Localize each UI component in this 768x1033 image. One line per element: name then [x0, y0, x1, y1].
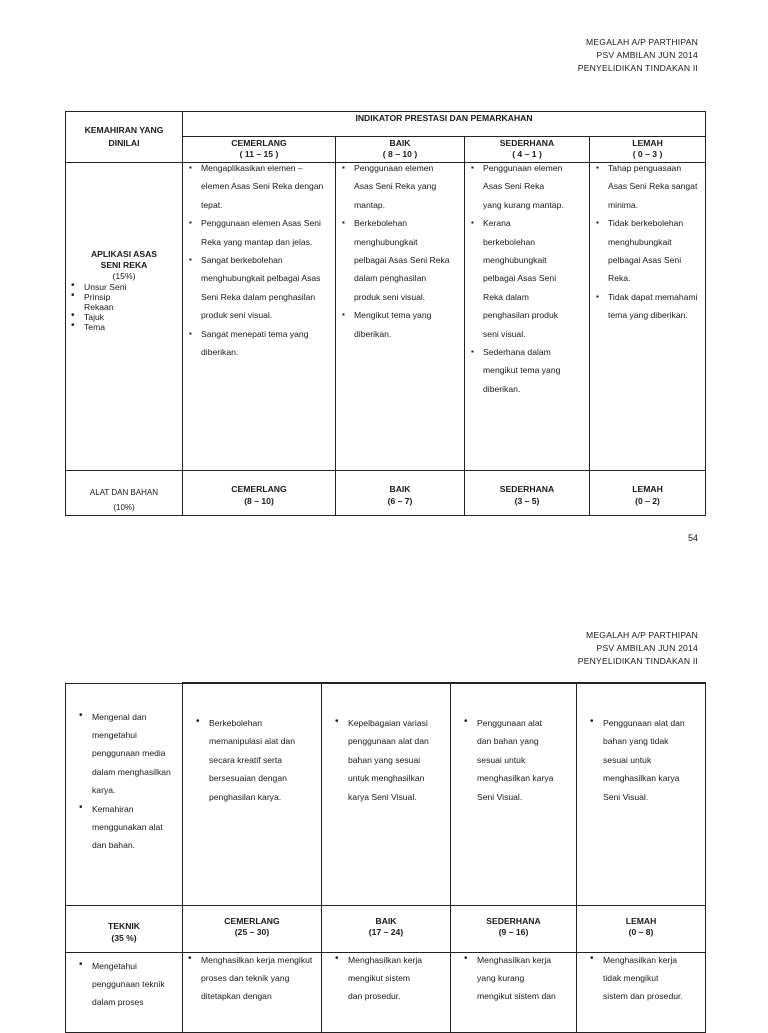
alat-level-baik: BAIK (6 – 7)	[336, 471, 465, 516]
list-item: ▪ Sangat menepati tema yang diberikan.	[183, 325, 329, 362]
list-item: ▪ Sederhana dalam mengikut tema yang diberikan.	[465, 343, 565, 398]
baik-criteria	[336, 163, 465, 471]
rubric-table-1	[65, 111, 706, 516]
skill-title: APLIKASI ASAS SENI REKA	[90, 249, 158, 270]
teknik-lemah-cell	[577, 952, 706, 1032]
list-item: ▪ Mengikut tema yang diberikan.	[336, 306, 450, 343]
teknik-level-cemerlang: CEMERLANG (25 – 30)	[183, 905, 322, 952]
header-course: PSV AMBILAN JUN 2014	[596, 643, 698, 653]
alat-baik-cell	[322, 683, 451, 905]
rubric-table-2	[65, 682, 706, 1033]
teknik-skill-cell	[66, 952, 183, 1032]
list-item: • Kemahiran menggunakan alat dan bahan.	[74, 800, 176, 855]
list-item: ▪ Mengaplikasikan elemen – elemen Asas Seni Reka dengan tepat.	[183, 159, 329, 214]
page-header	[578, 36, 698, 75]
list-item: ▪ Penggunaan elemen Asas Seni Reka yang kurang mantap.	[465, 159, 565, 214]
list-item: • Mengenal dan mengetahui penggunaan media dalam menghasilkan karya.	[74, 708, 176, 800]
header-author: MEGALAH A/P PARTHIPAN	[586, 630, 698, 640]
skill-weight: (15%)	[112, 271, 136, 281]
level-header-lemah: LEMAH ( 0 – 3 )	[590, 137, 706, 163]
alat-level-lemah: LEMAH (0 – 2)	[590, 471, 706, 516]
cemerlang-criteria	[183, 163, 336, 471]
list-item: • Menghasilkan kerja yang kurang mengikut sistem dan	[459, 951, 556, 1006]
list-item: • Berkebolehan memanipulasi alat dan secara kreatif serta bersesuaian dengan penghasilan karya.	[191, 714, 315, 806]
header-author: MEGALAH A/P PARTHIPAN	[586, 37, 698, 47]
list-item: ▪ Penggunaan elemen Asas Seni Reka yang mantap.	[336, 159, 450, 214]
header-subject: PENYELIDIKAN TINDAKAN II	[577, 656, 698, 666]
alat-cemerlang-cell	[183, 683, 322, 905]
teknik-sederhana-cell	[451, 952, 577, 1032]
list-item: ▪ Berkebolehan menghubungkait pelbagai Asas Seni Reka dalam penghasilan produk seni visual.	[336, 214, 450, 306]
header-subject: PENYELIDIKAN TINDAKAN II	[577, 63, 698, 73]
list-item: • Penggunaan alat dan bahan yang sesuai untuk menghasilkan karya Seni Visual.	[459, 714, 556, 806]
list-item: • Kepelbagaian variasi penggunaan alat dan bahan yang sesuai untuk menghasilkan karya Seni Visual.	[330, 714, 430, 806]
alat-bahan-label: ALAT DAN BAHAN (10%)	[66, 471, 183, 516]
list-item: • Menghasilkan kerja mengikut proses dan teknik yang ditetapkan dengan	[183, 951, 321, 1006]
header-course: PSV AMBILAN JUN 2014	[596, 50, 698, 60]
indicator-title: INDIKATOR PRESTASI DAN PEMARKAHAN	[183, 112, 706, 137]
teknik-level-sederhana: SEDERHANA (9 – 16)	[451, 905, 577, 952]
level-header-cemerlang: CEMERLANG ( 11 – 15 )	[183, 137, 336, 163]
list-item: ▪ Sangat berkebolehan menghubungkait pelbagai Asas Seni Reka dalam penghasilan produk seni visual.	[183, 251, 329, 325]
lemah-criteria	[590, 163, 706, 471]
page-number: 54	[687, 533, 698, 543]
list-item: ▪ Tidak berkebolehan menghubungkait pelbagai Asas Seni Reka.	[590, 214, 701, 288]
alat-skill-cell	[66, 683, 183, 905]
list-item: • Penggunaan alat dan bahan yang tidak sesuai untuk menghasilkan karya Seni Visual.	[585, 714, 687, 806]
list-item: • Menghasilkan kerja mengikut sistem dan prosedur.	[330, 951, 426, 1006]
teknik-level-baik: BAIK (17 – 24)	[322, 905, 451, 952]
level-header-sederhana: SEDERHANA ( 4 – 1 )	[465, 137, 590, 163]
sederhana-criteria	[465, 163, 590, 471]
list-item: ▪ Tidak dapat memahami tema yang diberikan.	[590, 288, 701, 325]
skill-aplikasi-cell	[66, 163, 183, 471]
level-header-baik: BAIK ( 8 – 10 )	[336, 137, 465, 163]
list-item: ▪ Penggunaan elemen Asas Seni Reka yang mantap dan jelas.	[183, 214, 329, 251]
skill-column-header: KEMAHIRAN YANG DINILAI	[66, 112, 183, 163]
page-header-2	[578, 629, 698, 668]
teknik-cemerlang-cell	[183, 952, 322, 1032]
list-item: • Prinsip Rekaan	[66, 292, 142, 312]
teknik-baik-cell	[322, 952, 451, 1032]
alat-level-sederhana: SEDERHANA (3 – 5)	[465, 471, 590, 516]
skill-items	[66, 282, 182, 332]
list-item: • Tajuk	[66, 312, 142, 322]
list-item: • Unsur Seni	[66, 282, 142, 292]
teknik-label: TEKNIK (35 %)	[66, 905, 183, 952]
alat-sederhana-cell	[451, 683, 577, 905]
list-item: • Mengetahui penggunaan teknik dalam proses	[74, 957, 168, 1012]
alat-lemah-cell	[577, 683, 706, 905]
list-item: ▪ Tahap penguasaan Asas Seni Reka sangat minima.	[590, 159, 701, 214]
teknik-level-lemah: LEMAH (0 – 8)	[577, 905, 706, 952]
alat-level-cemerlang: CEMERLANG (8 – 10)	[183, 471, 336, 516]
list-item: • Tema	[66, 322, 142, 332]
list-item: ▪ Kerana berkebolehan menghubungkait pelbagai Asas Seni Reka dalam penghasilan produk seni visual.	[465, 214, 565, 343]
list-item: • Menghasilkan kerja tidak mengikut sistem dan prosedur.	[585, 951, 683, 1006]
